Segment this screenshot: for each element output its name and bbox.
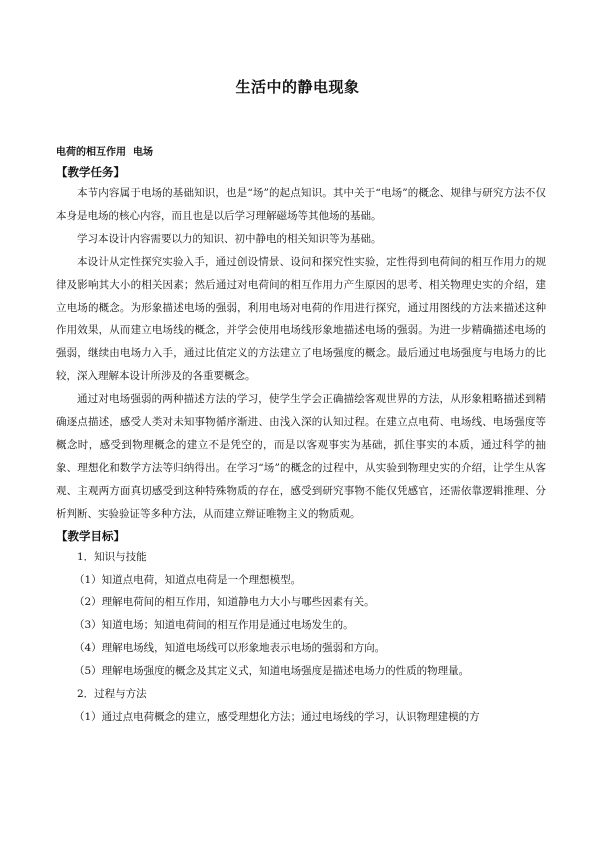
teaching-task-heading: 【教学任务】 xyxy=(56,165,125,179)
goal-item-1-3: （3）知道电场；知道电荷间的相互作用是通过电场发生的。 xyxy=(74,619,354,632)
goal-item-1-5: （5）理解电场强度的概念及其定义式，知道电场强度是描述电场力的性质的物理量。 xyxy=(74,665,470,678)
goal-item-knowledge-skills: 1．知识与技能 xyxy=(77,550,147,563)
task-paragraph-1: 本节内容属于电场的基础知识，也是“场”的起点知识。其中关于“电场”的概念、规律与研究方法不仅本身是电场的核心内容，而且也是以后学习理解磁场等其他场的基础。 xyxy=(56,187,546,222)
page-title: 生活中的静电现象 xyxy=(235,78,360,96)
goal-item-1-2: （2）理解电荷间的相互作用，知道静电力大小与哪些因素有关。 xyxy=(74,596,375,609)
goal-item-process-method: 2．过程与方法 xyxy=(77,688,147,701)
task-paragraph-2: 学习本设计内容需要以力的知识、初中静电的相关知识等为基础。 xyxy=(77,232,382,245)
goal-item-1-1: （1）知道点电荷，知道点电荷是一个理想模型。 xyxy=(74,573,302,586)
task-paragraph-3: 本设计从定性探究实验入手，通过创设情景、设问和探究性实验，定性得到电荷间的相互作用力的规律及影响其大小的相关因素；然后通过对电荷间的相互作用力产生原因的思考、相关物理史实的介绍，建立电场的概念。为形象描述电场的强弱，利用电场对电荷的作用进行探究，通过用图线的方法来描述这种作用效果，从而建立电场线的概念，并学会使用电场线形象地描述电场的强弱。为进一步精确描述电场的强弱，继续由电场力入手，通过比值定义的方法建立了电场强度的概念。最后通过电场强度与电场力的比较，深入理解本设计所涉及的各重要概念。 xyxy=(56,255,546,383)
task-paragraph-4: 通过对电场强弱的两种描述方法的学习，使学生学会正确描绘客观世界的方法，从形象粗略描述到精确逐点描述，感受人类对未知事物循序渐进、由浅入深的认知过程。在建立点电荷、电场线、电场强度等概念时，感受到物理概念的建立不是凭空的，而是以客观事实为基础，抓住事实的本质，通过科学的抽象、理想化和数学方法等归纳得出。在学习“场”的概念的过程中，从实验到物理史实的介绍，让学生从客观、主观两方面真切感受到这种特殊物质的存在，感受到研究事物不能仅凭感官，还需依靠逻辑推理、分析判断、实验验证等多种方法，从而建立辩证唯物主义的物质观。 xyxy=(56,393,546,520)
goal-item-1-4: （4）理解电场线，知道电场线可以形象地表示电场的强弱和方向。 xyxy=(74,642,386,655)
goal-item-2-1: （1）通过点电荷概念的建立，感受理想化方法；通过电场线的学习，认识物理建模的方 xyxy=(74,710,480,723)
teaching-goals-heading: 【教学目标】 xyxy=(56,528,125,543)
section-subtitle: 电荷的相互作用 电场 xyxy=(56,147,153,158)
document-body xyxy=(56,146,546,729)
